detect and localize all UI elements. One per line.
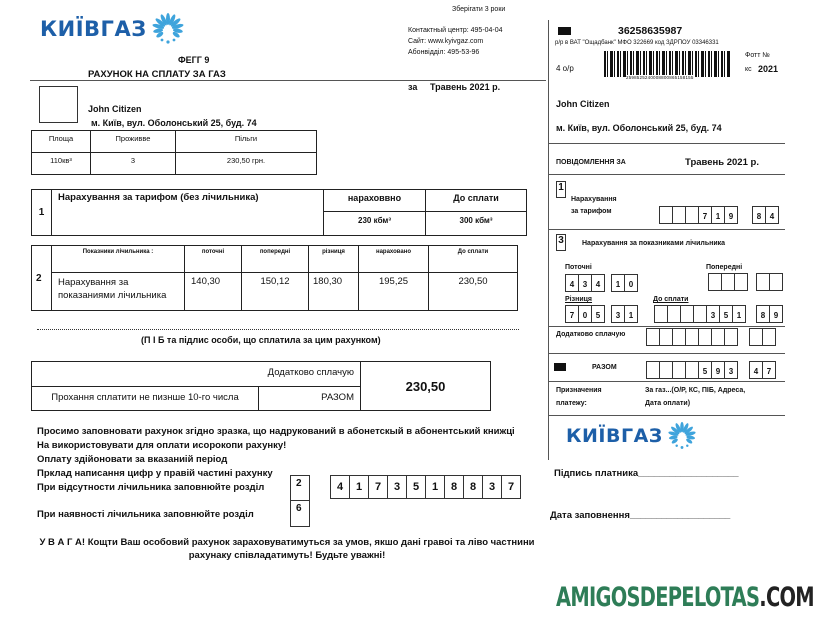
account-number: 36258635987	[618, 25, 683, 37]
with-meter-instruction: При наявності лічильника заповнюйте розділ	[37, 509, 254, 520]
difference-digits-main	[565, 305, 605, 323]
digit-cell	[693, 305, 707, 323]
brand-name: КИЇВГАЗ	[40, 17, 147, 41]
digit-cell	[685, 206, 699, 224]
header-benefits: Пільги	[176, 131, 317, 153]
kc-label: кс	[745, 66, 752, 73]
section2-header-previous: попередні	[242, 246, 309, 273]
digit-cell: 4	[749, 361, 763, 379]
total-digits-main	[646, 361, 738, 379]
digit-cell	[659, 361, 673, 379]
purpose-label-1: Призначения	[556, 387, 602, 394]
digit-cell: 4	[765, 206, 779, 224]
digit-cell: 1	[711, 206, 725, 224]
digit-cell	[756, 273, 770, 291]
digit-cell: 7	[762, 361, 776, 379]
instruction-line-2: На використовувати для оплати исорокопи рахунку!	[37, 440, 287, 451]
sample-digit: 3	[482, 475, 502, 499]
barcode-text: 2598525240008800865158155	[626, 75, 694, 80]
period: Травень 2021 р.	[430, 82, 501, 92]
signature-caption: (П І Б та підлис особи, що сплатила за цим рахунком)	[141, 335, 381, 345]
stub-separator	[548, 20, 549, 460]
sample-digit: 4	[330, 475, 350, 499]
section1-header-charged: нараховвно	[324, 190, 426, 212]
section2-header-due: До сплати	[429, 246, 518, 273]
current-label: Поточні	[565, 264, 592, 271]
stub-divider-5	[549, 353, 785, 354]
notice-period: Травень 2021 р.	[685, 157, 759, 168]
warning-line-1: У В А Г А! Кощти Ваш особовий рахунок зараховуватимуться за умов, якшо дані гравоі та ліво частнини	[39, 537, 535, 548]
invoice-title: РАХУНОК НА СПЛАТУ ЗА ГАЗ	[88, 69, 226, 80]
photo-box	[39, 86, 78, 123]
total-digits-cents	[749, 361, 776, 379]
header-area: Площа	[32, 131, 91, 153]
header-divider	[30, 80, 546, 81]
digit-cell	[698, 328, 712, 346]
digit-cell: 3	[706, 305, 720, 323]
website: Сайт: www.kyivgaz.com	[408, 38, 484, 45]
watermark-dark: .COM	[759, 582, 814, 613]
digit-cell: 0	[578, 305, 592, 323]
customer-address: м. Київ, вул. Оболонський 25, буд. 74	[91, 118, 257, 128]
stub-brand-name: КИЇВГАЗ	[566, 425, 663, 447]
deadline-note: Прохання сплатити не пизнше 10-го числа	[32, 387, 259, 411]
meter-label: Нарахування за показниками лічильника	[582, 240, 726, 247]
digit-cell	[659, 206, 673, 224]
tariff-label-1: Нарахування	[571, 196, 617, 203]
flower-logo-icon	[151, 12, 185, 46]
digit-cell: 7	[565, 305, 579, 323]
form-no-label: Фотт №	[745, 52, 770, 59]
header-residents: Проживве	[91, 131, 176, 153]
info-table	[31, 130, 317, 175]
previous-digits-dec	[756, 273, 783, 291]
watermark	[556, 582, 814, 613]
pay-label: До сплати	[653, 296, 689, 303]
difference-label: Різниця	[565, 296, 593, 303]
pay-digits-cents	[756, 305, 783, 323]
digit-cell: 4	[565, 274, 579, 292]
section2-table	[31, 245, 518, 311]
section1-table	[31, 189, 527, 236]
notice-label: ПОВІДОМЛЕННЯ ЗА	[556, 159, 626, 166]
stub-divider-1	[549, 143, 785, 144]
current-digits-main	[565, 274, 605, 292]
keep-note: Зберігати 3 роки	[452, 6, 506, 13]
section1-value-charged: 230 кбм³	[324, 212, 426, 236]
digit-cell	[646, 328, 660, 346]
signature-dotted-line	[37, 329, 519, 330]
extra-payment-label: Додатково сплачую	[32, 362, 361, 387]
section2-header-readings: Показники лічильника :	[52, 246, 185, 273]
digit-cell	[708, 273, 722, 291]
instruction-line-3: Оплату здійоновати за вказаниій період	[37, 454, 228, 465]
purpose-value-2: Дата оплати)	[645, 400, 691, 407]
section2-value-difference: 180,30	[309, 273, 359, 311]
digit-cell	[646, 361, 660, 379]
sample-digit: 7	[501, 475, 521, 499]
stub-extra-label: Додатково сплачую	[556, 331, 626, 338]
instruction-line-1: Просимо заповновати рахунок згідно зразка, що надрукований в абонетскый в абонентський книжці	[37, 426, 515, 437]
section2-header-charged: нараховано	[359, 246, 429, 273]
digit-cell: 9	[769, 305, 783, 323]
digit-cell	[672, 206, 686, 224]
digit-cell	[769, 273, 783, 291]
digit-cell	[672, 361, 686, 379]
tariff-number-box: 1	[556, 181, 566, 198]
digit-cell	[749, 328, 763, 346]
difference-digits-dec	[611, 305, 638, 323]
digit-cell	[659, 328, 673, 346]
digit-cell	[721, 273, 735, 291]
digit-cell: 0	[624, 274, 638, 292]
sample-digit: 7	[368, 475, 388, 499]
digit-cell	[685, 328, 699, 346]
digit-cell: 9	[724, 206, 738, 224]
total-amount: 230,50	[361, 362, 491, 411]
sample-digit: 8	[444, 475, 464, 499]
sample-digit: 1	[425, 475, 445, 499]
digit-cell: 4	[591, 274, 605, 292]
stub-kyivgaz-logo	[566, 421, 697, 451]
bank-line: р/р в ВАТ "Ощадбанк" МФО 322669 код ЗДРПОУ 03346331	[555, 40, 719, 46]
extra-digits-cents	[749, 328, 776, 346]
customer-name: John Citizen	[88, 104, 142, 114]
value-area: 110кв³	[32, 153, 91, 175]
stub-total-label: РАЗОМ	[592, 364, 617, 371]
stub-divider-4	[549, 326, 785, 327]
section-number-boxes	[290, 475, 310, 527]
section2-header-difference: різниця	[309, 246, 359, 273]
sample-digit: 3	[387, 475, 407, 499]
pay-digits-main	[654, 305, 746, 323]
instruction-line-4: Прклад написання цифр у правій частині рахунку	[37, 468, 273, 479]
subscriber-dept: Абонвідділ: 495-53-96	[408, 49, 480, 56]
purpose-value-1: За газ...(О/Р, КС, ПІБ, Адреса,	[645, 387, 746, 394]
previous-digits-main	[708, 273, 748, 291]
stub-divider-2	[549, 174, 785, 175]
section1-number: 1	[32, 190, 52, 236]
digit-cell	[711, 328, 725, 346]
payer-signature-line: Підпись платника___________________	[554, 468, 739, 479]
section2-header-current: поточні	[185, 246, 242, 273]
digit-cell	[680, 305, 694, 323]
totals-table	[31, 361, 491, 411]
section1-label: Нарахування за тарифом (без лічильника)	[52, 190, 324, 236]
digit-cell: 1	[732, 305, 746, 323]
sample-digit: 5	[406, 475, 426, 499]
section1-header-due: До сплати	[426, 190, 527, 212]
extra-digits-main	[646, 328, 738, 346]
purpose-label-2: платежу:	[556, 400, 587, 407]
stub-customer-name: John Citizen	[556, 99, 610, 109]
digit-cell: 7	[698, 206, 712, 224]
stub-divider-6	[549, 381, 785, 382]
meter-number-box: 3	[556, 234, 566, 251]
digit-cell: 5	[591, 305, 605, 323]
stub-divider-7	[549, 415, 785, 416]
digit-cell: 8	[756, 305, 770, 323]
section2-value-current: 140,30	[185, 273, 242, 311]
section-box-no-meter: 2	[290, 475, 310, 501]
sample-digit: 8	[463, 475, 483, 499]
previous-label: Попередні	[706, 264, 743, 271]
stub-customer-address: м. Київ, вул. Оболонський 25, буд. 74	[556, 123, 722, 133]
sample-digit: 1	[349, 475, 369, 499]
digit-cell: 3	[578, 274, 592, 292]
digit-cell	[667, 305, 681, 323]
form-code: ФЕГГ 9	[178, 55, 210, 65]
no-meter-instruction: При відсутности лічильника заповнюйте розділ	[37, 482, 265, 493]
account-label: 4 о/р	[556, 64, 574, 73]
tariff-label-2: за тарифом	[571, 208, 612, 215]
digit-cell	[672, 328, 686, 346]
tariff-digits-main	[659, 206, 738, 224]
digit-cell	[654, 305, 668, 323]
digit-cell: 9	[711, 361, 725, 379]
black-marker	[558, 27, 571, 35]
digit-cell	[724, 328, 738, 346]
section2-number: 2	[32, 246, 52, 311]
fill-date-line: Дата заповнення___________________	[550, 510, 731, 521]
kyivgaz-logo	[40, 12, 185, 46]
value-residents: 3	[91, 153, 176, 175]
total-marker	[554, 363, 566, 371]
section1-value-due: 300 кбм³	[426, 212, 527, 236]
tariff-digits-cents	[752, 206, 779, 224]
barcode	[604, 51, 730, 77]
sample-digits	[330, 475, 521, 499]
value-benefits: 230,50 грн.	[176, 153, 317, 175]
section-box-with-meter: 6	[290, 501, 310, 527]
watermark-green: AMIGOSDEPELOTAS	[556, 582, 760, 613]
digit-cell: 5	[719, 305, 733, 323]
digit-cell	[734, 273, 748, 291]
digit-cell: 3	[611, 305, 625, 323]
section2-value-due: 230,50	[429, 273, 518, 311]
section2-value-previous: 150,12	[242, 273, 309, 311]
flower-logo-icon	[667, 421, 697, 451]
period-prefix: за	[408, 82, 418, 92]
stub-divider-3	[549, 229, 785, 230]
warning-line-2: рахунаку співладатимуть! Будьте уважні!	[188, 550, 386, 561]
digit-cell: 1	[611, 274, 625, 292]
total-label: РАЗОМ	[259, 387, 361, 411]
section2-row-label: Нарахування за показаниями лічильника	[52, 273, 185, 311]
digit-cell: 5	[698, 361, 712, 379]
section2-value-charged: 195,25	[359, 273, 429, 311]
digit-cell: 3	[724, 361, 738, 379]
kc-year: 2021	[758, 64, 779, 74]
digit-cell: 1	[624, 305, 638, 323]
contact-center: Контактный центр: 495-04-04	[408, 27, 503, 34]
current-digits-dec	[611, 274, 638, 292]
digit-cell	[685, 361, 699, 379]
digit-cell	[762, 328, 776, 346]
digit-cell: 8	[752, 206, 766, 224]
